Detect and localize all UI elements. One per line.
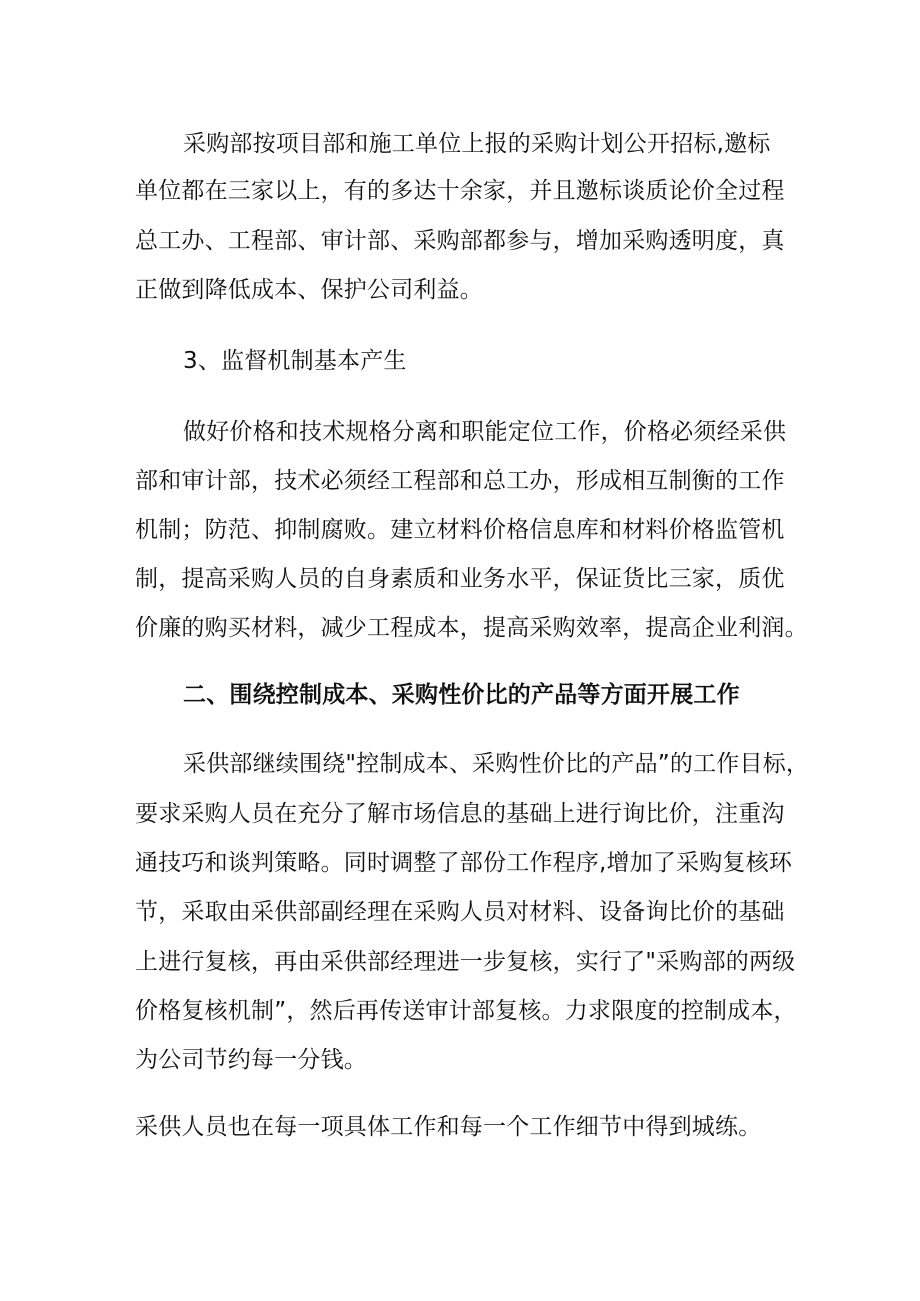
paragraph-3-line-6: 价格复核机制”，然后再传送审计部复核。力求限度的控制成本， <box>135 998 797 1024</box>
paragraph-1-line-3: 总工办、工程部、审计部、采购部都参与，增加采购透明度，真 <box>135 228 785 254</box>
paragraph-2-line-5: 价廉的购买材料，减少工程成本，提高采购效率，提高企业利润。 <box>135 615 808 641</box>
paragraph-4: 采供人员也在每一项具体工作和每一个工作细节中得到城练。 <box>135 1114 762 1140</box>
paragraph-3-line-5: 上进行复核，再由采供部经理进一步复核，实行了"采购部的两级 <box>135 949 796 975</box>
subheading: 3、监督机制基本产生 <box>183 348 407 374</box>
section-heading: 二、围绕控制成本、采购性价比的产品等方面开展工作 <box>183 682 740 708</box>
paragraph-1-line-2: 单位都在三家以上，有的多达十余家，并且邀标谈质论价全过程 <box>135 178 785 204</box>
paragraph-3-line-3: 通技巧和谈判策略。同时调整了部份工作程序,增加了采购复核环 <box>135 850 793 876</box>
paragraph-1-line-4: 正做到降低成本、保护公司利益。 <box>135 277 483 303</box>
paragraph-3-line-1: 采供部继续围绕"控制成本、采购性价比的产品”的工作目标， <box>183 751 810 777</box>
paragraph-2-line-2: 部和审计部，技术必须经工程部和总工办，形成相互制衡的工作 <box>135 468 785 494</box>
paragraph-1-line-1: 采购部按项目部和施工单位上报的采购计划公开招标,邀标 <box>183 131 771 157</box>
paragraph-3-line-4: 节，采取由采供部副经理在采购人员对材料、设备询比价的基础 <box>135 899 785 925</box>
paragraph-2-line-3: 机制；防范、抑制腐败。建立材料价格信息库和材料价格监管机 <box>135 517 785 543</box>
paragraph-3-line-2: 要求采购人员在充分了解市场信息的基础上进行询比价，注重沟 <box>135 801 785 827</box>
paragraph-2-line-1: 做好价格和技术规格分离和职能定位工作，价格必须经采供 <box>183 419 787 445</box>
paragraph-2-line-4: 制，提高采购人员的自身素质和业务水平，保证货比三家，质优 <box>135 566 785 592</box>
paragraph-3-line-7: 为公司节约每一分钱。 <box>135 1047 367 1073</box>
